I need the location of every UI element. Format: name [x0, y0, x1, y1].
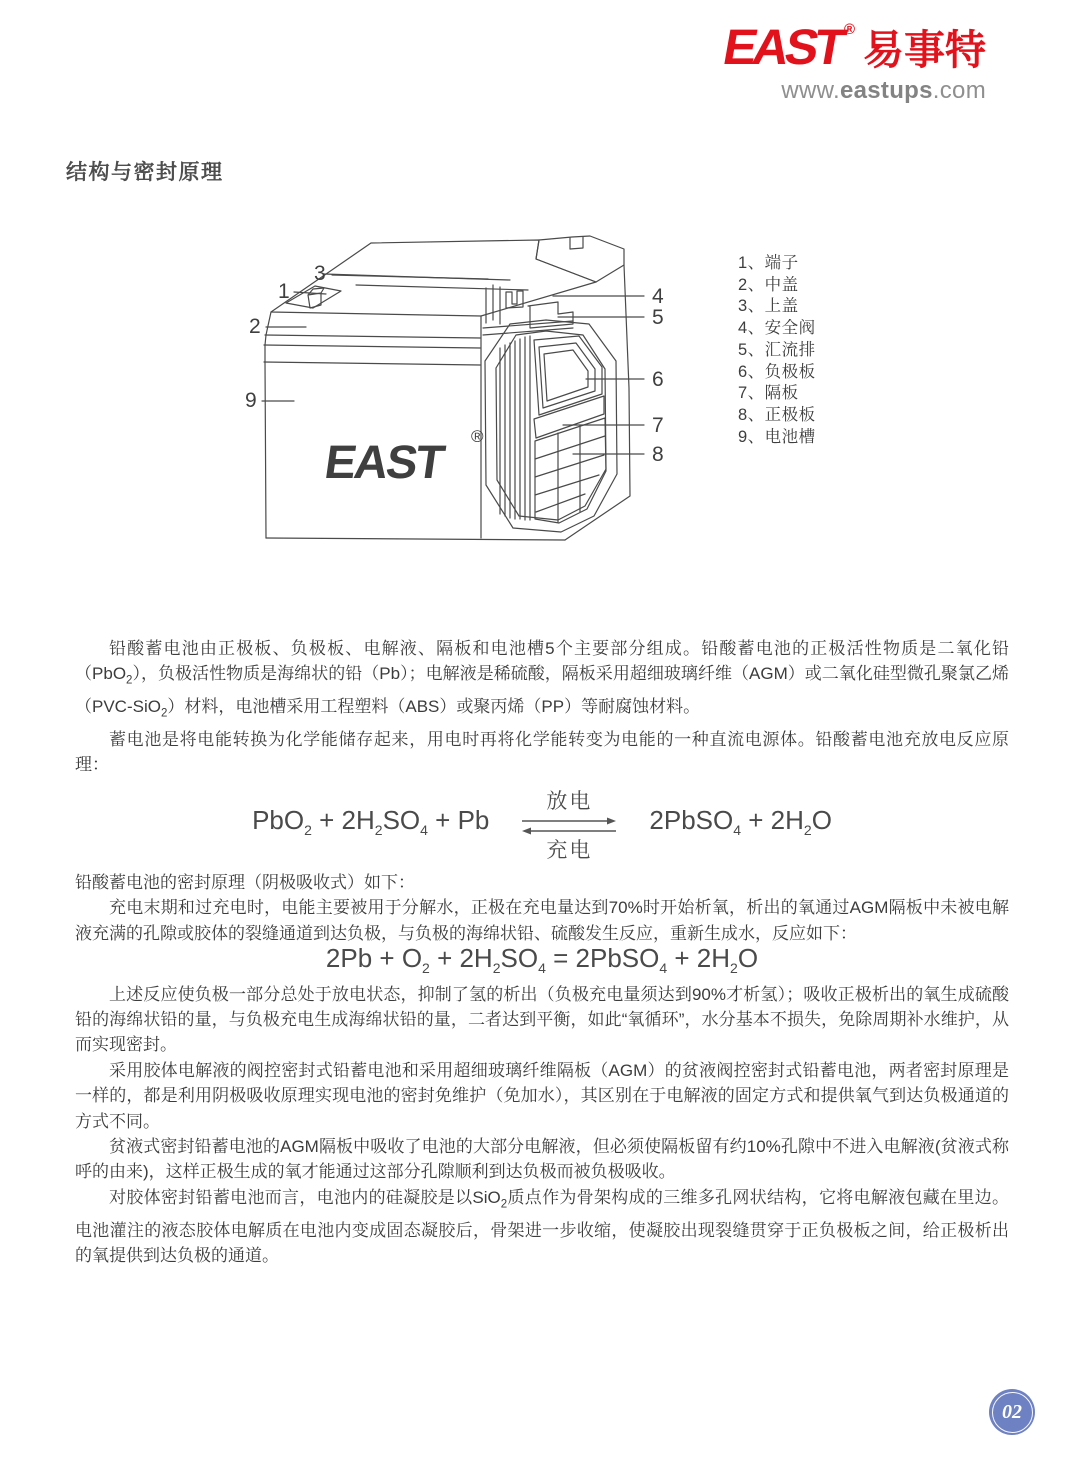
- registered-mark-icon: ®: [843, 21, 855, 38]
- p1-text: ）材料，电池槽采用工程塑料（ABS）或聚丙烯（PP）等耐腐蚀材料。: [167, 697, 701, 717]
- p1-text: ），负极活性物质是海绵状的铅（Pb）；电解液是稀硫酸，隔板采用超细玻璃纤维（AGM）或二氧化硅型微孔聚氯乙烯（PVC-SiO: [75, 664, 1009, 717]
- url-domain: eastups: [839, 77, 933, 104]
- paragraph-starved-electrolyte: 贫液式密封铅蓄电池的AGM隔板中吸收了电池的大部分电解液，但必须使隔板留有约10%孔隙中不进入电解液(贫液式称呼的由来)，这样正极生成的氧才能通过这部分孔隙顺利到达负极而被负极吸收。: [75, 1137, 1009, 1182]
- battery-flange: [536, 236, 624, 282]
- upper-cover-line2: [356, 285, 528, 290]
- eq-subscript: 2: [422, 960, 430, 977]
- callout-9: 9: [245, 389, 257, 412]
- reversible-arrow-icon: [519, 816, 619, 836]
- brand-website: [724, 79, 986, 103]
- eq-token: SO: [382, 805, 421, 836]
- case-registered-mark-icon: ®: [471, 427, 484, 446]
- terminal-post: [308, 288, 324, 308]
- p8-text: 质点作为骨架构成的三维多孔网状结构，它将电解液包藏在里边。电池灌注的液态胶体电解质在电池内变成固态凝胶后，骨架进一步收缩，使凝胶出现裂缝贯穿于正负极板之间，给正极析出的氧提供到达负极的通道。: [75, 1187, 1010, 1266]
- legend-item: 4、安全阀: [738, 319, 816, 338]
- callout-1: 1: [278, 280, 290, 303]
- case-left-edge: [265, 312, 271, 538]
- p8-text: 对胶体密封铅蓄电池而言，电池内的硅凝胶是以SiO: [109, 1187, 501, 1207]
- legend-item: 7、隔板: [738, 384, 799, 403]
- callout-line-3: [332, 275, 488, 279]
- callout-7: 7: [652, 414, 664, 437]
- plate-stack-edges: [500, 336, 530, 520]
- brand-block: [718, 19, 986, 104]
- legend-item: 2、中盖: [738, 275, 799, 294]
- paragraph-principle-intro: 蓄电池是将电能转换为化学能储存起来，用电时再将化学能转变为电能的一种直流电源体。铅酸蓄电池充放电反应原理：: [75, 730, 1009, 775]
- callout-8: 8: [652, 443, 664, 466]
- eq-token: + 2H: [429, 943, 493, 974]
- eq-subscript: 4: [538, 960, 546, 977]
- eq-token: + 2H: [741, 805, 804, 836]
- eq-token: + 2H: [311, 805, 375, 836]
- positive-grid-diagonals: [535, 436, 605, 512]
- reversible-arrows: [519, 791, 619, 861]
- charge-label: 充电: [546, 838, 593, 862]
- page-title: 结构与密封原理: [66, 161, 224, 184]
- valve-posts: [486, 285, 500, 324]
- east-logo: EAST: [718, 19, 846, 75]
- url-prefix: www.: [781, 77, 840, 104]
- callout-3: 3: [314, 262, 326, 285]
- url-suffix: .com: [932, 77, 986, 104]
- eq-token: + Pb: [427, 805, 490, 836]
- eq-token: + 2H: [667, 943, 731, 974]
- battery-line-art: [228, 228, 708, 560]
- callout-4: 4: [652, 285, 664, 308]
- paragraph-overcharge: 充电末期和过充电时，电能主要被用于分解水，正极在充电量达到70%时开始析氧，析出的氧通过AGM隔板中未被电解液充满的孔隙或胶体的裂缝通道到达负极，与负极的海绵状铅、硫酸发生反应，重新生成水，反应如下：: [75, 898, 1009, 943]
- subscript: 2: [126, 674, 133, 687]
- paragraph-gel-vs-agm: 采用胶体电解液的阀控密封式铅蓄电池和采用超细玻璃纤维隔板（AGM）的贫液阀控密封式铅蓄电池，两者密封原理是一样的，都是利用阴极吸收原理实现电池的密封免维护（免加水），其区别在于电解液的固定方式和提供氧气到达负极通道的方式不同。: [75, 1060, 1009, 1131]
- flange-notch: [570, 237, 583, 249]
- body-text: [75, 636, 1009, 1268]
- parts-legend: [738, 253, 816, 448]
- callout-6: 6: [652, 368, 664, 391]
- legend-item: 6、负极板: [738, 362, 816, 381]
- eq-subscript: 4: [659, 960, 668, 977]
- case-bottom-edge: [266, 538, 565, 540]
- callout-5: 5: [652, 306, 664, 329]
- legend-item: 3、上盖: [738, 297, 799, 316]
- eq-subscript: 4: [420, 822, 428, 839]
- case-east-logo: EAST: [321, 436, 447, 489]
- charge-discharge-equation: [75, 791, 1009, 861]
- paragraph-oxygen-cycle: 上述反应使负极一部分总处于放电状态，抑制了氢的析出（负极充电量须达到90%才析氢）；吸收正极析出的氧生成硫酸铅的海绵状铅的量，与负极充电生成海绵状铅的量，二者达到平衡，如此“氧循环”，水分基本不损失，免除周期补水维护，从而实现密封。: [75, 984, 1009, 1055]
- legend-item: 5、汇流排: [738, 340, 816, 359]
- legend-item: 8、正极板: [738, 405, 816, 424]
- step-line2: [264, 362, 480, 365]
- eq-subscript: 2: [304, 822, 312, 839]
- subscript: 2: [500, 1198, 508, 1211]
- page-number: 02: [1002, 1400, 1022, 1423]
- eq-token: 2PbSO: [649, 805, 734, 836]
- eq-subscript: 2: [374, 822, 383, 839]
- eq-subscript: 2: [803, 822, 812, 839]
- oxygen-recombination-equation: [75, 943, 1009, 982]
- paragraph-gel-battery: [75, 1185, 1009, 1269]
- paragraph-sealing-intro: 铅酸蓄电池的密封原理（阴极吸收式）如下：: [75, 872, 415, 892]
- p1-text: 铅酸蓄电池由正极板、负极板、电解液、隔板和电池槽5个主要部分组成。铅酸蓄电池的正极活性物质是二氧化铅（PbO: [75, 639, 1009, 684]
- subscript: 2: [160, 707, 168, 720]
- eq-subscript: 4: [733, 822, 742, 839]
- brand-chinese-name: 易事特: [863, 26, 986, 74]
- safety-valve-comb: [506, 291, 523, 308]
- legend-item: 1、端子: [738, 254, 799, 272]
- positive-grid-verticals: [558, 426, 580, 522]
- paragraph-composition: [75, 636, 1009, 727]
- negative-plate-core: [544, 350, 588, 401]
- eq-subscript: 2: [492, 960, 501, 977]
- eq-token: O: [737, 943, 759, 974]
- eq-token: = 2PbSO: [545, 943, 660, 974]
- page-number-badge: [989, 1389, 1035, 1435]
- eq-token: 2Pb + O: [325, 943, 423, 974]
- middle-cover-line: [265, 335, 480, 338]
- separator-band: [534, 396, 604, 438]
- eq-token: O: [811, 805, 832, 836]
- eq-token: PbO: [252, 805, 305, 836]
- discharge-label: 放电: [546, 789, 593, 813]
- step-line1: [264, 345, 480, 348]
- eq-token: SO: [500, 943, 539, 974]
- eq-subscript: 2: [730, 960, 738, 977]
- equation1-lhs: [252, 805, 490, 844]
- equation1-rhs: [649, 805, 832, 844]
- battery-cutaway-diagram: [228, 228, 708, 560]
- legend-item: 9、电池槽: [738, 427, 816, 446]
- callout-2: 2: [249, 315, 261, 338]
